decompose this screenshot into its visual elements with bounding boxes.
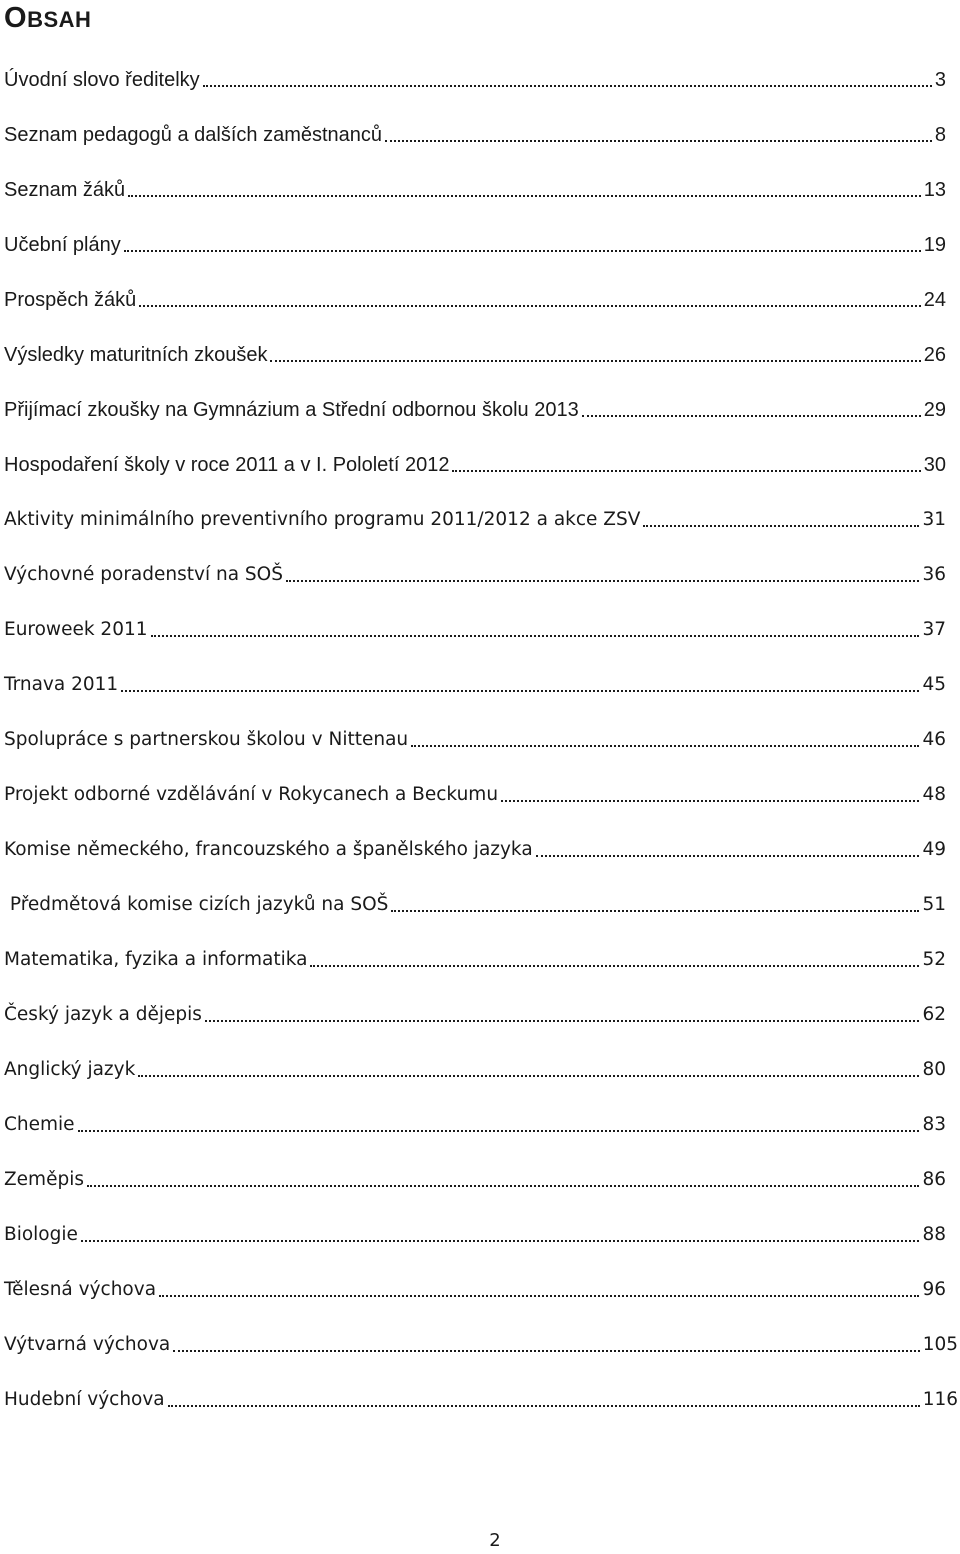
toc-entry-label: Hospodaření školy v roce 2011 a v I. Pololetí 2012 (4, 454, 450, 476)
toc-entry-label: Projekt odborné vzdělávání v Rokycanech a Beckumu (4, 784, 499, 805)
toc-entry-page: 51 (922, 894, 946, 915)
toc-dot-leader (286, 580, 919, 582)
toc-entry-label: Trnava 2011 (4, 674, 119, 695)
toc-entry-page: 29 (923, 399, 946, 421)
toc-dot-leader (121, 690, 919, 692)
toc-entry[interactable] (4, 1272, 946, 1302)
toc-entry-label: Prospěch žáků (4, 289, 137, 311)
toc-entry-page: 13 (923, 179, 946, 201)
toc-dot-leader (81, 1240, 920, 1242)
toc-entry-page: 24 (923, 289, 946, 311)
toc-dot-leader (270, 360, 920, 362)
toc-entry[interactable] (4, 667, 946, 697)
toc-dot-leader (168, 1405, 920, 1407)
toc-dot-leader (173, 1350, 919, 1352)
toc-entry-label: Učební plány (4, 234, 121, 256)
toc-dot-leader (582, 415, 921, 417)
toc-entry-label: Český jazyk a dějepis (4, 1004, 202, 1025)
toc-entry-label: Úvodní slovo ředitelky (4, 69, 200, 91)
toc-entry-page: 37 (922, 619, 946, 640)
toc-entry[interactable] (4, 1382, 958, 1412)
toc-entry-label: Výtvarná výchova (4, 1334, 171, 1355)
toc-entry[interactable] (4, 172, 946, 202)
title-initial: O (4, 2, 28, 34)
toc-dot-leader (391, 910, 919, 912)
toc-entry-page: 86 (922, 1169, 946, 1190)
toc-entry-label: Spolupráce s partnerskou školou v Nittenau (4, 729, 409, 750)
toc-entry[interactable] (4, 227, 946, 257)
toc-entry-label: Předmětová komise cizích jazyků na SOŠ (4, 894, 389, 915)
toc-entry[interactable] (4, 62, 946, 92)
toc-entry-label: Výsledky maturitních zkoušek (4, 344, 268, 366)
toc-entry-page: 31 (922, 509, 946, 530)
toc-entry-page: 49 (922, 839, 946, 860)
toc-dot-leader (151, 635, 920, 637)
toc-entry-page: 19 (923, 234, 946, 256)
toc-entry-page: 116 (922, 1389, 958, 1410)
toc-entry-label: Výchovné poradenství na SOŠ (4, 564, 283, 585)
toc-entry[interactable] (4, 942, 946, 972)
toc-entry[interactable] (4, 337, 946, 367)
title-rest: BSAH (27, 7, 92, 32)
toc-dot-leader (501, 800, 919, 802)
toc-dot-leader (87, 1185, 919, 1187)
toc-entry[interactable] (4, 1217, 946, 1247)
page-number: 2 (489, 1530, 501, 1551)
toc-dot-leader (124, 250, 921, 252)
toc-dot-leader (310, 965, 919, 967)
toc-entry-label: Přijímací zkoušky na Gymnázium a Střední odbornou školu 2013 (4, 399, 579, 421)
toc-entry[interactable] (4, 832, 946, 862)
toc-entry-page: 105 (922, 1334, 958, 1355)
toc-dot-leader (205, 1020, 920, 1022)
toc-entry-label: Seznam žáků (4, 179, 126, 201)
toc-dot-leader (411, 745, 919, 747)
toc-entry-label: Zeměpis (4, 1169, 84, 1190)
toc-dot-leader (159, 1295, 919, 1297)
toc-entry-label: Anglický jazyk (4, 1059, 136, 1080)
toc-entry[interactable] (4, 887, 946, 917)
toc-dot-leader (536, 855, 920, 857)
toc-entry-label: Hudební výchova (4, 1389, 165, 1410)
toc-entry[interactable] (4, 1327, 958, 1357)
toc-entry[interactable] (4, 722, 946, 752)
toc-entry-page: 30 (923, 454, 946, 476)
toc-entry-page: 96 (922, 1279, 946, 1300)
toc-dot-leader (139, 305, 920, 307)
toc-entry-page: 3 (934, 69, 946, 91)
toc-entry-label: Tělesná výchova (4, 1279, 157, 1300)
toc-entry-page: 48 (922, 784, 946, 805)
toc-entry-page: 36 (922, 564, 946, 585)
toc-entry-label: Komise německého, francouzského a španělského jazyka (4, 839, 533, 860)
toc-dot-leader (138, 1075, 919, 1077)
toc-dot-leader (203, 85, 932, 87)
toc-entry-page: 46 (922, 729, 946, 750)
toc-entry[interactable] (4, 557, 946, 587)
toc-entry-label: Chemie (4, 1114, 75, 1135)
toc-entry-page: 80 (922, 1059, 946, 1080)
toc-entry-label: Aktivity minimálního preventivního programu 2011/2012 a akce ZSV (4, 509, 641, 530)
toc-dot-leader (128, 195, 921, 197)
toc-entry-label: Biologie (4, 1224, 78, 1245)
toc-entry-label: Euroweek 2011 (4, 619, 148, 640)
toc-entry[interactable] (4, 997, 946, 1027)
toc-entry-page: 45 (922, 674, 946, 695)
toc-entry[interactable] (4, 1107, 946, 1137)
toc-dot-leader (452, 470, 920, 472)
toc-dot-leader (385, 140, 932, 142)
toc-entry-label: Seznam pedagogů a dalších zaměstnanců (4, 124, 383, 146)
toc-entry[interactable] (4, 1162, 946, 1192)
toc-entry[interactable] (4, 392, 946, 422)
toc-entry[interactable] (4, 502, 946, 532)
toc-entry[interactable] (4, 1052, 946, 1082)
toc-dot-leader (643, 525, 919, 527)
toc-entry[interactable] (4, 777, 946, 807)
toc-entry-page: 8 (934, 124, 946, 146)
toc-entry[interactable] (4, 447, 946, 477)
toc-entry-page: 83 (922, 1114, 946, 1135)
toc-entry[interactable] (4, 117, 946, 147)
toc-entry-page: 88 (922, 1224, 946, 1245)
toc-entry-page: 62 (922, 1004, 946, 1025)
toc-entry-page: 52 (922, 949, 946, 970)
document-title (4, 0, 91, 38)
toc-entry[interactable] (4, 612, 946, 642)
toc-entry-label: Matematika, fyzika a informatika (4, 949, 308, 970)
toc-entry[interactable] (4, 282, 946, 312)
toc-dot-leader (78, 1130, 920, 1132)
toc-entry-page: 26 (923, 344, 946, 366)
